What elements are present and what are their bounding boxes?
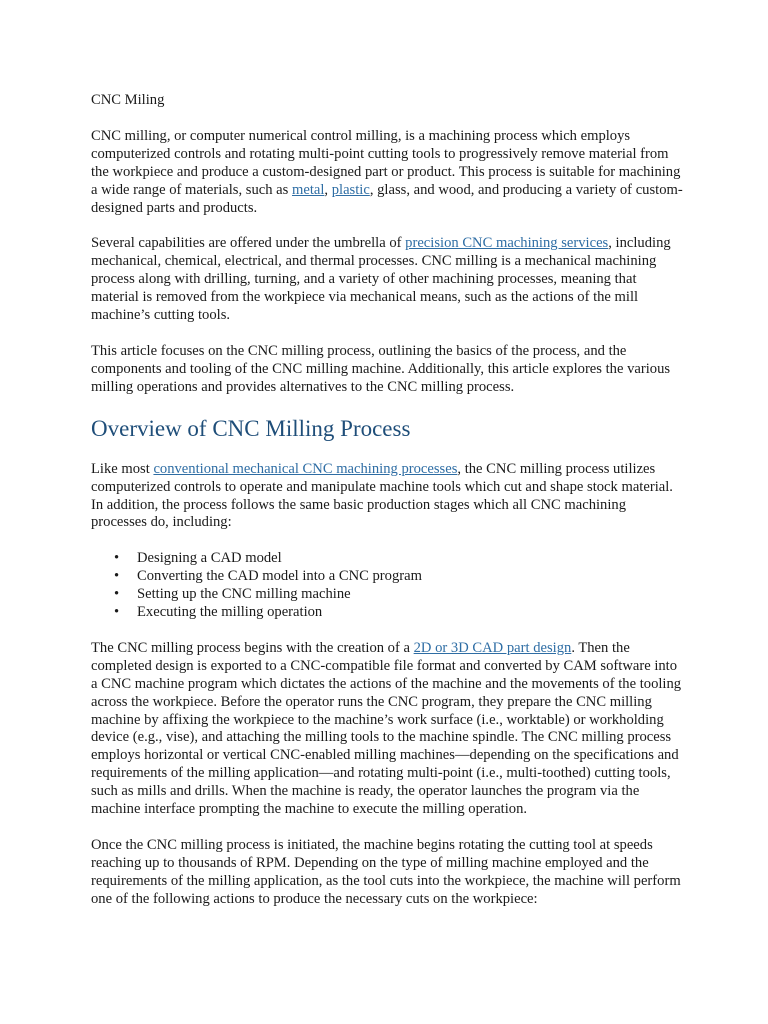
bullet-icon: • [114, 586, 120, 603]
list-item [114, 586, 683, 604]
link-precision-cnc-machining-services[interactable]: precision CNC machining services [405, 235, 609, 252]
paragraph-text: The CNC milling process begins with the creation of a [91, 639, 414, 656]
list-item-text: Setting up the CNC milling machine [137, 586, 351, 603]
paragraph-overview [91, 461, 683, 533]
document-page [91, 92, 683, 927]
list-item-text: Converting the CAD model into a CNC program [137, 568, 422, 585]
link-plastic[interactable]: plastic [331, 181, 370, 198]
paragraph-text: , glass, and wood, and producing a variety of custom-designed parts and products. [91, 181, 683, 216]
link-conventional-cnc-processes[interactable]: conventional mechanical CNC machining processes [153, 460, 458, 477]
paragraph-text: Like most [91, 460, 154, 477]
document-title: CNC Miling [91, 92, 165, 108]
bullet-icon: • [114, 550, 120, 567]
paragraph-process-initiated: Once the CNC milling process is initiated, the machine begins rotating the cutting tool at speeds reaching up to thousands of RPM. Depending on the type of milling machine employed and the requirements of the milling application, as the tool cuts into the workpiece, the machine will perform one of the following actions to produce the necessary cuts on the workpiece: [91, 837, 681, 907]
list-item [114, 568, 683, 586]
list-item [114, 604, 683, 622]
paragraph-text: Several capabilities are offered under the umbrella of [91, 235, 406, 252]
link-metal[interactable]: metal [292, 181, 325, 198]
link-cad-part-design[interactable]: 2D or 3D CAD part design [413, 639, 572, 656]
paragraph-process-begins [91, 640, 683, 819]
production-stages-list [91, 550, 683, 622]
bullet-icon: • [114, 568, 120, 585]
list-item [114, 550, 683, 568]
paragraph-text: , [324, 181, 332, 198]
list-item-text: Executing the milling operation [137, 604, 323, 621]
paragraph-intro [91, 128, 683, 218]
paragraph-text: CNC milling, or computer numerical control milling, is a machining process which employs computerized controls and rotating multi-point cutting tools to progressively remove material from the workpiece and produce a custom-designed part or product. This process is suitable for machining a wide range of materials, such as [91, 127, 681, 198]
paragraph-text: , including mechanical, chemical, electrical, and thermal processes. CNC milling is a mechanical machining process along with drilling, turning, and a variety of other machining processes, meaning that material is removed from the workpiece via mechanical means, such as the actions of the mill machine’s cutting tools. [91, 235, 671, 324]
list-item-text: Designing a CAD model [137, 550, 282, 567]
paragraph-article-focus: This article focuses on the CNC milling process, outlining the basics of the process, and the components and tooling of the CNC milling machine. Additionally, this article explores the various milling operations and provides alternatives to the CNC milling process. [91, 342, 671, 395]
section-heading-overview: Overview of CNC Milling Process [91, 415, 411, 441]
bullet-icon: • [114, 604, 120, 621]
paragraph-text: . Then the completed design is exported to a CNC-compatible file format and converted by CAM software into a CNC machine program which dictates the actions of the machine and the movements of the tooling across the workpiece. Before the operator runs the CNC program, they prepare the CNC milling machine by affixing the workpiece to the machine’s work surface (i.e., worktable) or workholding device (e.g., vise), and attaching the milling tools to the machine spindle. The CNC milling process employs horizontal or vertical CNC-enabled milling machines—depending on the specifications and requirements of the milling application—and rotating multi-point (i.e., multi-toothed) cutting tools, such as mills and drills. When the machine is ready, the operator launches the program via the machine interface prompting the machine to execute the milling operation. [91, 639, 682, 818]
paragraph-text: , the CNC milling process utilizes computerized controls to operate and manipulate machine tools which cut and shape stock material. In addition, the process follows the same basic production stages which all CNC machining processes do, including: [91, 460, 673, 531]
paragraph-capabilities [91, 235, 683, 325]
